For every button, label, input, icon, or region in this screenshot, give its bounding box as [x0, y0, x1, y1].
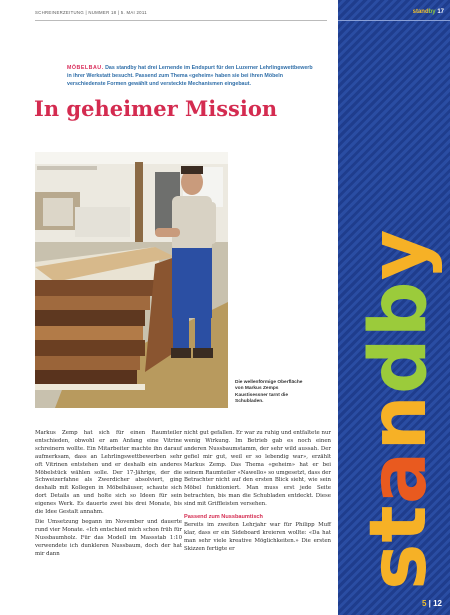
workshop-photo — [35, 152, 228, 408]
lead-paragraph — [67, 64, 317, 88]
photo-illustration — [35, 152, 228, 408]
running-header: SCHREINERZEITUNG | NUMMER 18 | 5. MAI 2011 — [35, 10, 147, 15]
article-headline: In geheimer Mission — [34, 96, 278, 121]
body-column-2 — [184, 430, 331, 556]
section-page-indicator: 5 | 12 — [421, 599, 442, 608]
body-column-1 — [35, 430, 182, 561]
standby-side-band — [338, 0, 450, 615]
brand-part-b: by — [428, 9, 436, 15]
body-paragraph: Markus Zemp hat sich für einen Raumteiler entschieden, obwohl er am Anfang eine Vitrine schreinern wollte. Ein Mitarbeiter machte ihn darauf aufmerksam, dass an Lehrlingswettbewerben sehr oft Vitrinen entstehen und er deshalb ein anderes Möbelstück wählen solle. Der 17-Jährige, der die Schweizerfahne als Zwerdicher absolviert, ging deshalb mit Kollegen in Möbelhäuser, schaute sich dort Details an und holte sich so Ideen für sein eigenes Werk. Es dauerte zwei bis drei Monate, bis die Idee Gestalt annahm. — [35, 430, 182, 516]
lead-text: Das standby hat drei Lernende im Endspurt für den Luzerner Lehrlingswettbewerb in ihrer Werkstatt besucht. Passend zum Thema «geheim» haben sie bei ihren Möbeln verschiedenste Formen gewählt und versteckte Mechanismen eingebaut. — [67, 65, 313, 87]
body-paragraph: Bereits im zweiten Lehrjahr war für Philipp Muff klar, dass er ein Sideboard kreieren wollte: «Da hat man sehr viele kreative Möglichkeiten.» Die ersten Skizzen fertigte er — [184, 521, 331, 552]
body-paragraph: nicht gut gefallen. Er war zu ruhig und entfaltete nur wenig Wirkung. Im Betrieb gab es noch einen anderen Nussbaumstamm, der sehr wild aussah. Der gefiel mir gut, weil er so lebendig war», erzählt Markus Zemp. Das Thema «geheim» hat er bei seinem Raumteiler «Nawello» so umgesetzt, dass der Betrachter nicht auf den ersten Blick sieht, wie sein Möbel funktioniert. Man muss erst jede Seite betrachten, bis man die Schubladen entdeckt. Diese sind mit Griffleisten versehen. — [184, 430, 331, 508]
standby-vertical-title: standby — [354, 228, 444, 590]
page-total: 12 — [433, 599, 442, 608]
corner-page-number: 17 — [437, 9, 444, 15]
lead-kicker: MÖBELBAU. — [67, 65, 104, 71]
header-rule — [35, 20, 327, 21]
brand-part-a: stand — [412, 9, 429, 15]
band-rule — [338, 20, 450, 21]
brand-mark — [413, 9, 436, 15]
body-paragraph: Die Umsetzung begann im November und dauerte rund vier Monate. «Ich entschied mich schon früh für Nussbaumholz. Für das Modell im Massstab 1:10 verwendete ich dunkleren Nussbaum, doch der hat mir dann — [35, 518, 182, 557]
page-current: 5 — [421, 599, 427, 608]
section-subhead: Passend zum Nussbaumtisch — [184, 514, 263, 521]
photo-caption: Die wellenförmige Oberfläche von Markus Zemps Kaustisessner tarnt die Schubladen. — [235, 380, 303, 404]
section-tag — [413, 9, 444, 15]
